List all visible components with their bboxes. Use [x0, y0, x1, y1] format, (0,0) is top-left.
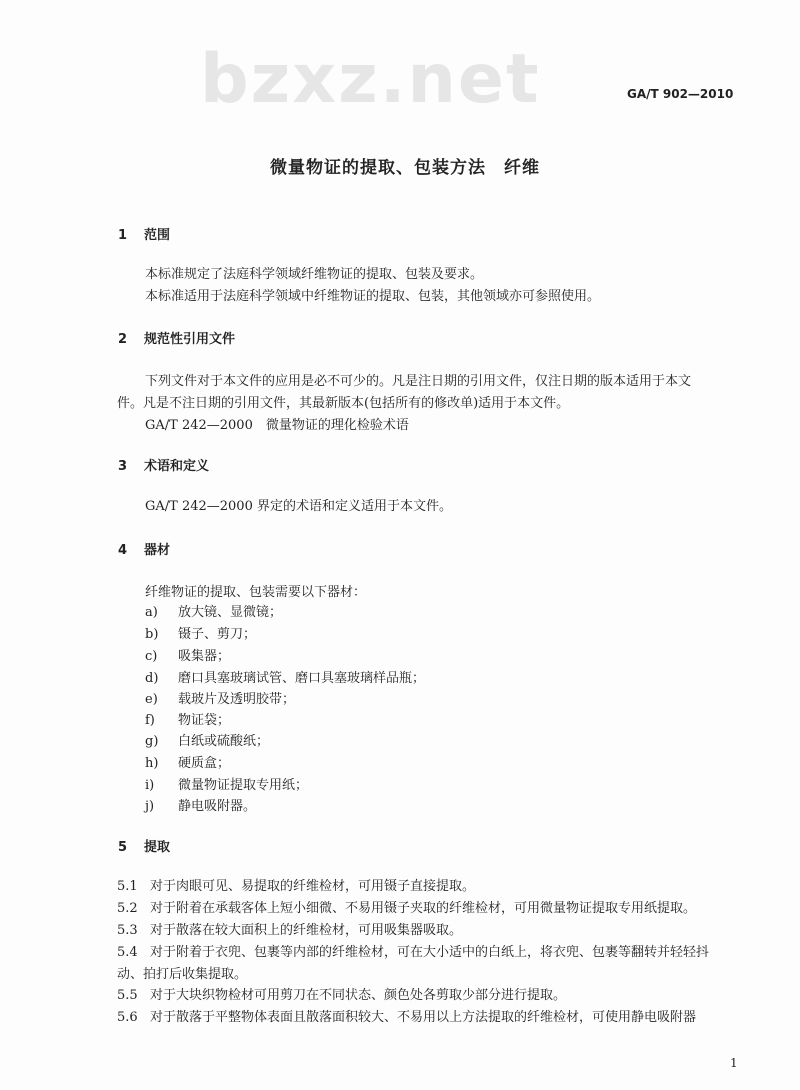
- clause-continuation: 动、拍打后收集提取。: [117, 967, 248, 982]
- paragraph: 本标准规定了法庭科学领域纤维物证的提取、包装及要求。: [145, 267, 484, 282]
- list-item: i) 微量物证提取专用纸；: [145, 778, 309, 793]
- clause: 5.1 对于肉眼可见、易提取的纤维检材，可用镊子直接提取。: [117, 879, 476, 894]
- paragraph: 下列文件对于本文件的应用是必不可少的。凡是注日期的引用文件，仅注日期的版本适用于本文: [145, 374, 692, 389]
- watermark: bzxz.net: [200, 40, 541, 119]
- section-heading-2: 2 规范性引用文件: [118, 332, 236, 347]
- reference: GA/T 242—2000 微量物证的理化检验术语: [145, 418, 409, 433]
- list-item: h) 硬质盒；: [145, 756, 231, 771]
- page-number: 1: [730, 1056, 738, 1070]
- clause: 5.6 对于散落于平整物体表面且散落面积较大、不易用以上方法提取的纤维检材，可使用静电吸附器: [117, 1010, 697, 1025]
- list-item: a) 放大镜、显微镜；: [145, 605, 283, 620]
- standard-code: GA/T 902—2010: [627, 87, 734, 101]
- clause: 5.4 对于附着于衣兜、包裹等内部的纤维检材，可在大小适中的白纸上，将衣兜、包裹等翻转并轻轻抖: [117, 945, 710, 960]
- list-item: f) 物证袋；: [145, 713, 231, 728]
- paragraph: 件。凡是不注日期的引用文件，其最新版本(包括所有的修改单)适用于本文件。: [117, 396, 570, 411]
- paragraph: 本标准适用于法庭科学领域中纤维物证的提取、包装，其他领域亦可参照使用。: [145, 289, 601, 304]
- paragraph: 纤维物证的提取、包装需要以下器材：: [145, 585, 367, 600]
- paragraph: GA/T 242—2000 界定的术语和定义适用于本文件。: [145, 499, 452, 514]
- list-item: g) 白纸或硫酸纸；: [145, 734, 270, 749]
- page-title: 微量物证的提取、包装方法 纤维: [270, 158, 540, 178]
- clause: 5.5 对于大块织物检材可用剪刀在不同状态、颜色处各剪取少部分进行提取。: [117, 988, 567, 1003]
- section-heading-5: 5 提取: [118, 840, 171, 855]
- clause: 5.3 对于散落在较大面积上的纤维检材，可用吸集器吸取。: [117, 923, 463, 938]
- list-item: d) 磨口具塞玻璃试管、磨口具塞玻璃样品瓶；: [145, 671, 426, 686]
- list-item: j) 静电吸附器。: [145, 799, 257, 814]
- list-item: b) 镊子、剪刀；: [145, 627, 257, 642]
- section-heading-1: 1 范围: [118, 228, 171, 243]
- list-item: c) 吸集器；: [145, 649, 231, 664]
- clause: 5.2 对于附着在承载客体上短小细微、不易用镊子夹取的纤维检材，可用微量物证提取专用纸提取。: [117, 901, 697, 916]
- list-item: e) 载玻片及透明胶带；: [145, 692, 296, 707]
- section-heading-3: 3 术语和定义: [118, 459, 210, 474]
- section-heading-4: 4 器材: [118, 543, 171, 558]
